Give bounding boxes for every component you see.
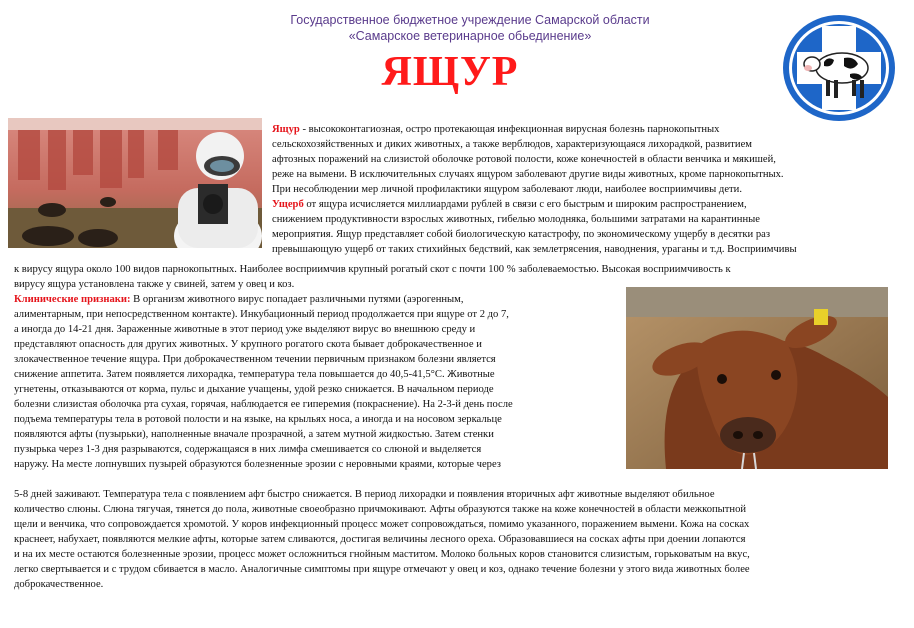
- damage-line: от ящура исчисляется миллиардами рублей в связи с его быстрым и широким распространением,: [303, 199, 747, 210]
- clinical-line: алиментарным, при непосредственном контакте). Инкубационный период продолжается при ящуре от 2 до 7,: [14, 309, 509, 320]
- intro-line: афтозных поражений на слизистой оболочке ротовой полости, коже конечностей в области венчика и мякишей,: [272, 154, 776, 165]
- damage-paragraph: [272, 197, 797, 257]
- lab-technician-photo: [8, 118, 262, 248]
- term-damage: Ущерб: [272, 199, 304, 210]
- page-title: ЯЩУР: [381, 49, 519, 95]
- clinical-line: наружу. На месте лопнувших пузырей образуются болезненные эрозии с неровными краями, которые через: [14, 459, 501, 470]
- clinical-line: подъема температуры тела в ротовой полости и на языке, на крыльях носа, а иногда и на носовом зеркальце: [14, 414, 502, 425]
- clinical-line: В организм животного вирус попадает различными путями (аэрогенным,: [130, 294, 464, 305]
- intro-line: реже на вымени. В исключительных случаях ящуром заболевают другие виды животных, кроме парнокопытных.: [272, 169, 784, 180]
- damage-wide-paragraph: [14, 262, 731, 292]
- intro-line: При несоблюдении мер личной профилактики ящуром заболевают люди, наиболее восприимчивы дети.: [272, 184, 742, 195]
- institution-name: Государственное бюджетное учреждение Самарской области: [290, 13, 650, 27]
- clinical-line: краснеет, набухает, появляются мелкие афты, которые затем сливаются, достигая величины лесного ореха. Образовавшиеся на сосках афты при доении лопаются: [14, 534, 746, 545]
- clinical-line: болезни слизистая оболочка рта сухая, горячая, наблюдается ее гиперемия (покраснение). На 2-3-й день после: [14, 399, 513, 410]
- term-yashchur: Ящур: [272, 124, 300, 135]
- institution-org: «Самарское ветеринарное обьединение»: [348, 29, 592, 43]
- institution-header: [200, 12, 740, 44]
- clinical-line: пузырька через 1-3 дня разрываются, содержащаяся в них лимфа смешивается со слюной и выделяется: [14, 444, 482, 455]
- clinical-line: появляются афты (пузырьки), наполненные вначале прозрачной, а затем мутной жидкостью. Затем стенки: [14, 429, 494, 440]
- clinical-paragraph: [14, 292, 513, 472]
- clinical-line: щели и венчика, что сопровождается хромотой. У коров инфекционный процесс может сопровождаться, помимо указанного, поражением вымени. Кожа на сосках: [14, 519, 750, 530]
- clinical-line: а иногда до 14-21 дня. Зараженные животные в этот период уже выделяют вирус во внешнюю среду и: [14, 324, 476, 335]
- clinical-line: количество слюны. Слюна тягучая, тянется до пола, животные своеобразно причмокивают. Афты образуются также на коже конечностей в области межкопытной: [14, 504, 747, 515]
- damage-line: мероприятия. Ящур представляет собой биологическую катастрофу, по экономическому ущербу в десятки раз: [272, 229, 771, 240]
- clinical-line: легко свертывается и с трудом сбивается в масло. Аналогичные симптомы при ящуре отмечают у овец и коз, однако течение болезни у этого вида животных более: [14, 564, 750, 575]
- clinical-line: доброкачественное.: [14, 579, 104, 590]
- clinical-line: 5-8 дней заживают. Температура тела с появлением афт быстро снижается. В период лихорадки и появления вторичных афт животные выделяют обильное: [14, 489, 715, 500]
- clinical-line: угнетены, отказываются от корма, пульс и дыхание учащены, удой резко снижается. В начальном периоде: [14, 384, 494, 395]
- intro-paragraph: [272, 122, 784, 197]
- cow-cross-logo-icon: [782, 14, 896, 122]
- damage-line: снижением продуктивности взрослых животных, гибелью молодняка, большими затратами на карантинные: [272, 214, 760, 225]
- damage-line: превышающую ущерб от таких стихийных бедствий, как землетрясения, наводнения, ураганы и т.д. Восприимчивы: [272, 244, 797, 255]
- damage-line: вирусу ящура установлена также у свиней, затем у овец и коз.: [14, 279, 295, 290]
- damage-line: к вирусу ящура около 100 видов парнокопытных. Наиболее восприимчив крупный рогатый скот с почти 100 % заболеваемостью. Высокая восприимчивость к: [14, 264, 731, 275]
- clinical-line: злокачественное течение ящура. При доброкачественном течении первичным признаком болезни является: [14, 354, 496, 365]
- intro-line: - высококонтагиозная, остро протекающая инфекционная вирусная болезнь парнокопытных: [299, 124, 720, 135]
- clinical-line: снижение аппетита. Затем появляется лихорадка, температура тела повышается до 40,5-41,5°С. Животные: [14, 369, 495, 380]
- clinical-wide-paragraph: [14, 487, 750, 592]
- intro-line: сельскохозяйственных и диких животных, а также верблюдов, характеризующаяся лихорадкой, развитием: [272, 139, 752, 150]
- cow-photo: [626, 287, 888, 469]
- clinical-line: представляют опасность для других животных. У крупного рогатого скота бывает доброкачественное и: [14, 339, 482, 350]
- term-clinical: Клинические признаки:: [14, 294, 131, 305]
- clinical-line: и на их месте остаются болезненные эрозии, процесс может осложниться гнойным маститом. Молоко больных коров становится слизистым, горьковатым на вкус,: [14, 549, 750, 560]
